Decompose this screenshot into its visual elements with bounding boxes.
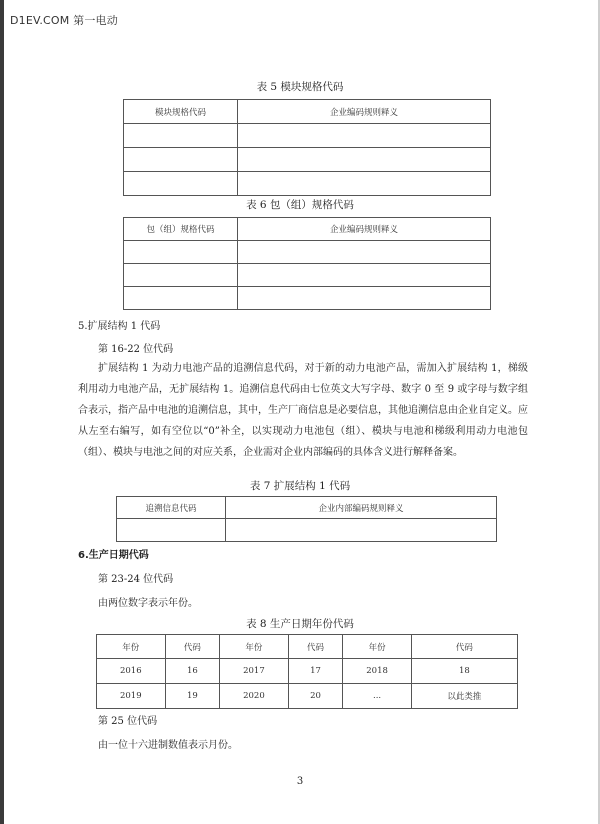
table8-header: 年份 xyxy=(97,635,166,659)
section6-heading: 6.生产日期代码 xyxy=(78,550,149,561)
table6-caption: 表 6 包（组）规格代码 xyxy=(246,199,354,211)
table-row xyxy=(124,241,491,264)
table5-caption: 表 5 模块规格代码 xyxy=(256,81,344,93)
table5-header-code: 模块规格代码 xyxy=(124,100,238,124)
section6-text: 由两位数字表示年份。 xyxy=(98,598,198,609)
table7 xyxy=(116,496,497,542)
table-cell xyxy=(117,519,226,542)
table8 xyxy=(96,634,518,709)
table-cell xyxy=(124,172,238,196)
table-row xyxy=(97,684,518,709)
table-cell: 16 xyxy=(165,659,220,684)
table-row xyxy=(124,172,491,196)
table-cell: 2020 xyxy=(220,684,289,709)
page-number: 3 xyxy=(296,776,304,787)
table-cell: 以此类推 xyxy=(411,684,517,709)
table-cell xyxy=(238,241,491,264)
table-row xyxy=(117,519,497,542)
table6-header-desc: 企业编码规则释义 xyxy=(238,218,491,241)
table-cell: 19 xyxy=(165,684,220,709)
table8-header: 年份 xyxy=(220,635,289,659)
table-cell xyxy=(124,264,238,287)
table8-header: 代码 xyxy=(411,635,517,659)
table-cell xyxy=(238,264,491,287)
table-cell xyxy=(226,519,497,542)
table5-header-desc: 企业编码规则释义 xyxy=(238,100,491,124)
table-cell: 2018 xyxy=(343,659,412,684)
section5-subheading: 第 16-22 位代码 xyxy=(98,344,174,355)
section5-heading: 5.扩展结构 1 代码 xyxy=(78,321,161,332)
table-cell xyxy=(238,172,491,196)
table7-caption: 表 7 扩展结构 1 代码 xyxy=(249,480,351,492)
table8-header: 年份 xyxy=(343,635,412,659)
table-cell xyxy=(238,287,491,310)
table-cell xyxy=(124,148,238,172)
table-cell: 17 xyxy=(288,659,343,684)
table-cell xyxy=(124,124,238,148)
table-row xyxy=(97,659,518,684)
table8-header: 代码 xyxy=(165,635,220,659)
table-cell: 2017 xyxy=(220,659,289,684)
section6-subheading: 第 23-24 位代码 xyxy=(98,574,174,585)
table-row xyxy=(124,287,491,310)
table-cell xyxy=(238,148,491,172)
table-cell: 2016 xyxy=(97,659,166,684)
section5-paragraph: 扩展结构 1 为动力电池产品的追溯信息代码，对于新的动力电池产品，需加入扩展结构 1，梯级利用动力电池产品，无扩展结构 1。追溯信息代码由七位英文大写字母、数字 0 至 9 或字母与数字组合表示，指产品中电池的追溯信息，其中，生产厂商信息是必要信息，其他追溯信息由企业自定义。应从左至右编写，如有空位以“0”补全，以实现动力电池包（组）、模块与电池和梯级利用动力电池包（组）、模块与电池之间的对应关系，企业需对企业内部编码的具体含义进行解释备案。 xyxy=(78,363,528,458)
table-cell: 18 xyxy=(411,659,517,684)
watermark: D1EV.COM 第一电动 xyxy=(10,14,118,27)
table-cell: 2019 xyxy=(97,684,166,709)
section25-subheading: 第 25 位代码 xyxy=(98,716,158,727)
table-cell xyxy=(124,241,238,264)
table6-header-code: 包（组）规格代码 xyxy=(124,218,238,241)
table-cell xyxy=(238,124,491,148)
table-row xyxy=(124,264,491,287)
table-cell: 20 xyxy=(288,684,343,709)
table5 xyxy=(123,99,491,196)
table8-caption: 表 8 生产日期年份代码 xyxy=(246,618,354,630)
table6 xyxy=(123,217,491,310)
table-row xyxy=(124,124,491,148)
table-cell: ... xyxy=(343,684,412,709)
table-cell xyxy=(124,287,238,310)
section25-text: 由一位十六进制数值表示月份。 xyxy=(98,740,238,751)
table7-header-desc: 企业内部编码规则释义 xyxy=(226,497,497,519)
table-row xyxy=(124,148,491,172)
table8-header: 代码 xyxy=(288,635,343,659)
table7-header-code: 追溯信息代码 xyxy=(117,497,226,519)
